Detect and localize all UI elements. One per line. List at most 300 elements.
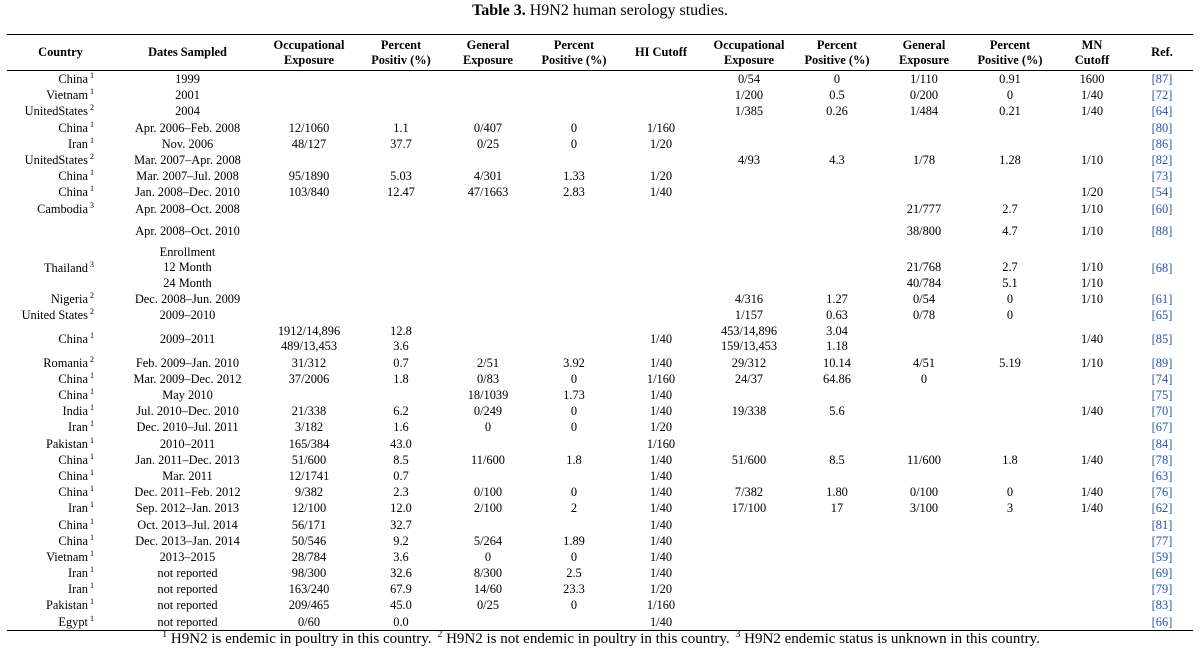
dates-cell: Jan. 2008–Dec. 2010	[135, 185, 240, 200]
dates-cell: Dec. 2011–Feb. 2012	[134, 485, 241, 500]
value-cell: 1/10	[1080, 153, 1104, 168]
value-cell: 0/60	[297, 614, 321, 629]
country-cell: China $^1$	[58, 168, 94, 184]
table-row	[7, 597, 1193, 613]
value-cell	[967, 419, 1053, 435]
value-cell: 51/600	[731, 452, 767, 467]
value-cell	[705, 549, 793, 565]
value-cell	[705, 120, 793, 136]
footnote-marker: 1	[90, 597, 94, 607]
value-cell: 3.6	[393, 549, 409, 564]
value-cell	[705, 217, 793, 245]
country-cell: Egypt $^1$	[58, 613, 94, 629]
reference-link[interactable]: [75]	[1151, 388, 1173, 403]
table-row	[7, 245, 1193, 292]
value-cell	[445, 103, 531, 119]
reference-link[interactable]: [86]	[1151, 136, 1173, 151]
value-cell: 9.2	[393, 533, 409, 548]
value-line	[1053, 245, 1131, 261]
value-cell: 31/312	[291, 355, 327, 370]
date-line: 24 Month	[163, 275, 212, 290]
value-cell	[617, 245, 705, 292]
footnote-marker: 1	[90, 435, 94, 445]
table-row	[7, 371, 1193, 387]
ref-cell	[1131, 533, 1193, 549]
value-cell	[617, 71, 705, 88]
ref-cell	[1131, 500, 1193, 516]
value-cell: 4.3	[829, 153, 845, 168]
value-cell: 1.28	[999, 153, 1021, 168]
value-cell	[967, 371, 1053, 387]
reference-link[interactable]: [62]	[1151, 501, 1173, 516]
value-cell: 1/160	[646, 371, 676, 386]
reference-link[interactable]: [77]	[1151, 533, 1173, 548]
value-cell	[357, 152, 445, 168]
value-line	[881, 245, 967, 261]
value-line: 1/10	[1080, 275, 1104, 290]
value-cell	[793, 120, 881, 136]
value-cell: 0/83	[476, 371, 500, 386]
reference-link[interactable]: [65]	[1151, 308, 1173, 323]
reference-link[interactable]: [83]	[1151, 598, 1173, 613]
value-cell	[531, 614, 617, 631]
table-row	[7, 291, 1193, 307]
value-cell: 32.7	[390, 517, 412, 532]
reference-link[interactable]: [69]	[1151, 566, 1173, 581]
value-cell	[881, 245, 967, 292]
reference-link[interactable]: [82]	[1151, 153, 1173, 168]
value-cell	[1053, 516, 1131, 532]
footnote-marker: 1	[90, 331, 94, 341]
value-cell	[1053, 120, 1131, 136]
col-header: Occupational Exposure	[273, 37, 345, 67]
dates-cell: Dec. 2010–Jul. 2011	[136, 420, 239, 435]
value-cell	[531, 152, 617, 168]
reference-link[interactable]: [54]	[1151, 185, 1173, 200]
value-cell: 1/40	[1080, 404, 1104, 419]
value-cell: 12.47	[387, 185, 415, 200]
ref-cell	[1131, 184, 1193, 200]
value-cell	[357, 71, 445, 88]
value-cell: 14/60	[473, 582, 503, 597]
table-row	[7, 533, 1193, 549]
country-cell: Cambodia $^3$	[37, 200, 94, 216]
country-cell: China $^1$	[58, 516, 94, 532]
value-cell	[357, 245, 445, 292]
reference-link[interactable]: [73]	[1151, 169, 1173, 184]
value-cell	[1053, 565, 1131, 581]
value-cell	[357, 387, 445, 403]
value-cell	[445, 436, 531, 452]
value-cell	[1053, 549, 1131, 565]
value-cell: 1/40	[649, 468, 673, 483]
reference-link[interactable]: [68]	[1151, 260, 1173, 275]
value-cell	[881, 387, 967, 403]
ref-cell	[1131, 581, 1193, 597]
value-cell	[793, 324, 881, 355]
table-row	[7, 307, 1193, 323]
table-row	[7, 324, 1193, 355]
value-cell: 12/100	[291, 501, 327, 516]
value-cell	[445, 217, 531, 245]
value-cell: 37/2006	[288, 371, 330, 386]
table-row	[7, 103, 1193, 119]
value-cell: 1.80	[826, 485, 848, 500]
table-row	[7, 136, 1193, 152]
reference-link[interactable]: [79]	[1151, 582, 1173, 597]
table-row	[7, 87, 1193, 103]
value-cell	[357, 87, 445, 103]
reference-link[interactable]: [67]	[1151, 420, 1173, 435]
value-line: 159/13,453	[720, 339, 778, 354]
value-cell: 165/384	[288, 436, 330, 451]
value-cell	[1053, 581, 1131, 597]
value-cell: 21/777	[906, 201, 942, 216]
col-header: HI Cutoff	[635, 45, 687, 59]
value-line: 5.1	[1002, 275, 1018, 290]
dates-cell: 1999	[175, 72, 200, 87]
country-cell: India $^1$	[62, 403, 94, 419]
value-cell	[967, 403, 1053, 419]
value-cell: 3/100	[909, 501, 939, 516]
value-cell: 103/840	[288, 185, 330, 200]
value-line: 3.6	[393, 339, 409, 354]
table-row	[7, 452, 1193, 468]
country-cell: China $^1$	[58, 370, 94, 386]
value-cell: 12.0	[390, 501, 412, 516]
ref-cell	[1131, 245, 1193, 292]
footnote-marker: 1	[90, 532, 94, 542]
dates-cell: 2009–2010	[159, 308, 216, 323]
reference-link[interactable]: [72]	[1151, 88, 1173, 103]
value-cell: 21/338	[291, 404, 327, 419]
ref-cell	[1131, 452, 1193, 468]
value-cell	[531, 291, 617, 307]
value-cell: 1/40	[649, 533, 673, 548]
dates-cell: 2010–2011	[159, 436, 216, 451]
value-cell: 1/110	[910, 72, 938, 87]
value-cell: 0/249	[473, 404, 503, 419]
value-cell: 1/10	[1080, 355, 1104, 370]
footnote-marker: 1	[90, 516, 94, 526]
value-cell	[967, 245, 1053, 292]
table-row	[7, 403, 1193, 419]
value-line: 2.7	[1002, 260, 1018, 275]
footnote-marker: 1	[90, 387, 94, 397]
value-cell: 4/316	[734, 292, 764, 307]
dates-cell: Feb. 2009–Jan. 2010	[135, 355, 240, 370]
reference-link[interactable]: [66]	[1151, 614, 1173, 629]
value-cell: 0	[484, 549, 492, 564]
footnote-marker: 1	[90, 419, 94, 429]
value-cell: 50/546	[291, 533, 327, 548]
value-cell: 0	[833, 72, 841, 87]
value-cell	[261, 87, 357, 103]
table-row	[7, 152, 1193, 168]
value-cell	[617, 87, 705, 103]
value-cell	[705, 184, 793, 200]
dates-cell: Mar. 2007–Jul. 2008	[136, 169, 239, 184]
value-cell: 5.19	[999, 355, 1021, 370]
dates-cell: 2013–2015	[159, 549, 216, 564]
value-cell	[881, 436, 967, 452]
value-cell	[617, 152, 705, 168]
reference-link[interactable]: [59]	[1151, 549, 1173, 564]
value-cell	[1053, 419, 1131, 435]
value-cell: 2/51	[476, 355, 500, 370]
dates-cell: not reported	[157, 598, 218, 613]
value-cell	[967, 614, 1053, 631]
table-row	[7, 168, 1193, 184]
value-cell	[967, 533, 1053, 549]
value-cell: 1/40	[649, 614, 673, 629]
value-cell: 32.6	[390, 566, 412, 581]
reference-link[interactable]: [88]	[1151, 223, 1173, 238]
dates-cell: Jan. 2011–Dec. 2013	[135, 452, 240, 467]
value-cell: 0/25	[476, 136, 500, 151]
dates-cell: Nov. 2006	[161, 136, 214, 151]
value-line: 453/14,896	[720, 323, 778, 338]
value-cell	[705, 436, 793, 452]
value-cell	[531, 516, 617, 532]
table-row	[7, 500, 1193, 516]
table-row	[7, 201, 1193, 217]
ref-cell	[1131, 355, 1193, 371]
value-cell	[1053, 371, 1131, 387]
footnote-marker: 1	[90, 451, 94, 461]
value-cell: 1/160	[646, 120, 676, 135]
value-cell	[705, 245, 793, 292]
value-cell	[261, 245, 357, 292]
value-cell: 38/800	[906, 223, 942, 238]
value-cell	[793, 217, 881, 245]
dates-cell: Mar. 2007–Apr. 2008	[134, 153, 241, 168]
value-cell	[261, 387, 357, 403]
dates-cell: not reported	[157, 566, 218, 581]
value-cell: 2	[570, 501, 578, 516]
value-cell	[705, 516, 793, 532]
value-cell: 1/40	[1080, 332, 1104, 347]
value-cell	[1053, 136, 1131, 152]
footnote-marker: 1	[162, 629, 168, 640]
value-cell	[793, 549, 881, 565]
value-cell	[531, 201, 617, 217]
country-cell: China $^1$	[58, 467, 94, 483]
value-cell	[793, 565, 881, 581]
value-cell	[357, 201, 445, 217]
value-cell: 95/1890	[288, 169, 330, 184]
value-cell	[793, 597, 881, 613]
value-cell	[261, 201, 357, 217]
reference-link[interactable]: [81]	[1151, 517, 1173, 532]
value-cell	[967, 565, 1053, 581]
value-cell	[445, 614, 531, 631]
dates-cell: Mar. 2011	[162, 468, 213, 483]
value-cell: 17/100	[731, 501, 767, 516]
value-cell: 8/300	[473, 566, 503, 581]
value-cell: 56/171	[291, 517, 327, 532]
value-cell: 3	[1006, 501, 1014, 516]
country-cell: Nigeria $^2$	[50, 291, 94, 307]
value-cell	[967, 597, 1053, 613]
value-cell: 1/40	[649, 501, 673, 516]
value-cell	[705, 201, 793, 217]
col-header: MN Cutoff	[1074, 37, 1110, 67]
value-cell: 0.7	[393, 468, 409, 483]
value-cell: 2.7	[1002, 201, 1018, 216]
reference-link[interactable]: [70]	[1151, 404, 1173, 419]
value-line	[967, 245, 1053, 261]
col-header: Occupational Exposure	[713, 37, 785, 67]
reference-link[interactable]: [89]	[1151, 355, 1173, 370]
value-cell: 8.5	[393, 452, 409, 467]
value-cell: 1/40	[649, 332, 673, 347]
value-cell: 1/40	[649, 388, 673, 403]
reference-link[interactable]: [76]	[1151, 485, 1173, 500]
value-cell: 1/40	[1080, 501, 1104, 516]
value-cell	[617, 307, 705, 323]
value-cell	[793, 468, 881, 484]
ref-cell	[1131, 201, 1193, 217]
value-cell	[881, 403, 967, 419]
value-cell	[357, 217, 445, 245]
reference-link[interactable]: [61]	[1151, 292, 1173, 307]
footnote-marker: 1	[90, 484, 94, 494]
value-cell: 4/93	[737, 153, 761, 168]
dates-cell: Sep. 2012–Jan. 2013	[135, 501, 240, 516]
country-cell: UnitedStates $^2$	[24, 152, 94, 168]
date-line: Enrollment	[159, 244, 216, 259]
reference-link[interactable]: [60]	[1151, 201, 1173, 216]
value-cell: 1/157	[734, 308, 764, 323]
value-cell: 1/484	[909, 104, 939, 119]
col-header: Percent Positiv (%)	[371, 37, 431, 67]
reference-link[interactable]: [63]	[1151, 468, 1173, 483]
value-cell	[881, 614, 967, 631]
value-cell: 1/20	[1080, 185, 1104, 200]
footnote-marker: 1	[90, 184, 94, 194]
value-cell	[881, 324, 967, 355]
value-cell	[445, 307, 531, 323]
table-header-row	[7, 35, 1193, 71]
value-cell	[793, 533, 881, 549]
value-cell	[881, 136, 967, 152]
value-cell	[793, 184, 881, 200]
reference-link[interactable]: [64]	[1151, 104, 1173, 119]
value-cell: 1/10	[1080, 201, 1104, 216]
col-header: Percent Positive (%)	[804, 37, 870, 67]
value-cell: 0.7	[393, 355, 409, 370]
value-cell: 1/78	[912, 153, 936, 168]
value-line: 12.8	[390, 323, 412, 338]
value-cell	[881, 168, 967, 184]
value-cell: 29/312	[731, 355, 767, 370]
value-cell: 23.3	[563, 582, 585, 597]
value-cell: 1/40	[649, 452, 673, 467]
value-cell: 209/465	[288, 598, 330, 613]
ref-cell	[1131, 307, 1193, 323]
dates-cell: May 2010	[162, 388, 213, 403]
dates-cell: 2004	[175, 104, 200, 119]
value-cell	[967, 184, 1053, 200]
value-cell: 1.73	[563, 388, 585, 403]
value-cell: 1.8	[1002, 452, 1018, 467]
value-cell	[617, 201, 705, 217]
value-cell: 43.0	[390, 436, 412, 451]
table-row	[7, 184, 1193, 200]
value-cell: 1.6	[393, 420, 409, 435]
value-line: 1.18	[826, 339, 848, 354]
ref-cell	[1131, 87, 1193, 103]
reference-link[interactable]: [84]	[1151, 436, 1173, 451]
value-cell	[705, 136, 793, 152]
value-cell	[881, 468, 967, 484]
footnote-marker: 2	[90, 152, 94, 162]
value-cell: 24/37	[734, 371, 764, 386]
reference-link[interactable]: [78]	[1151, 452, 1173, 467]
value-cell	[531, 436, 617, 452]
country-cell: UnitedStates $^2$	[24, 103, 94, 119]
value-cell: 1.27	[826, 292, 848, 307]
country-cell: Iran $^1$	[68, 135, 94, 151]
value-cell: 1/40	[649, 185, 673, 200]
value-cell: 6.2	[393, 404, 409, 419]
value-cell	[967, 581, 1053, 597]
value-cell: 37.7	[390, 136, 412, 151]
col-header: Percent Positive (%)	[977, 37, 1043, 67]
value-cell: 1/40	[649, 485, 673, 500]
value-cell: 4.7	[1002, 223, 1018, 238]
table-footnote	[0, 631, 1200, 648]
value-cell: 7/382	[734, 485, 764, 500]
reference-link[interactable]: [85]	[1151, 332, 1173, 347]
value-cell: 0.63	[826, 308, 848, 323]
ref-cell	[1131, 120, 1193, 136]
value-cell: 28/784	[291, 549, 327, 564]
value-cell	[793, 387, 881, 403]
ref-cell	[1131, 436, 1193, 452]
reference-link[interactable]: [87]	[1151, 72, 1173, 87]
value-cell: 11/600	[471, 452, 505, 467]
table-row	[7, 71, 1193, 88]
value-cell	[793, 436, 881, 452]
table-caption	[0, 2, 1200, 20]
value-cell	[261, 152, 357, 168]
table-row	[7, 419, 1193, 435]
value-cell: 0/54	[912, 292, 936, 307]
value-cell: 11/600	[907, 452, 941, 467]
value-cell	[705, 468, 793, 484]
country-cell: Iran $^1$	[68, 419, 94, 435]
value-cell	[881, 597, 967, 613]
value-cell	[793, 201, 881, 217]
value-cell: 0	[570, 420, 578, 435]
value-cell: 0/54	[737, 72, 761, 87]
reference-link[interactable]: [74]	[1151, 371, 1173, 386]
ref-cell	[1131, 403, 1193, 419]
value-cell: 0.26	[826, 104, 848, 119]
table-row	[7, 581, 1193, 597]
value-cell	[261, 217, 357, 245]
value-cell	[617, 217, 705, 245]
value-cell	[445, 152, 531, 168]
value-cell	[445, 516, 531, 532]
value-cell: 1/40	[649, 404, 673, 419]
value-cell: 1/40	[649, 517, 673, 532]
col-header: Percent Positive (%)	[541, 37, 607, 67]
value-cell: 18/1039	[467, 388, 509, 403]
reference-link[interactable]: [80]	[1151, 120, 1173, 135]
